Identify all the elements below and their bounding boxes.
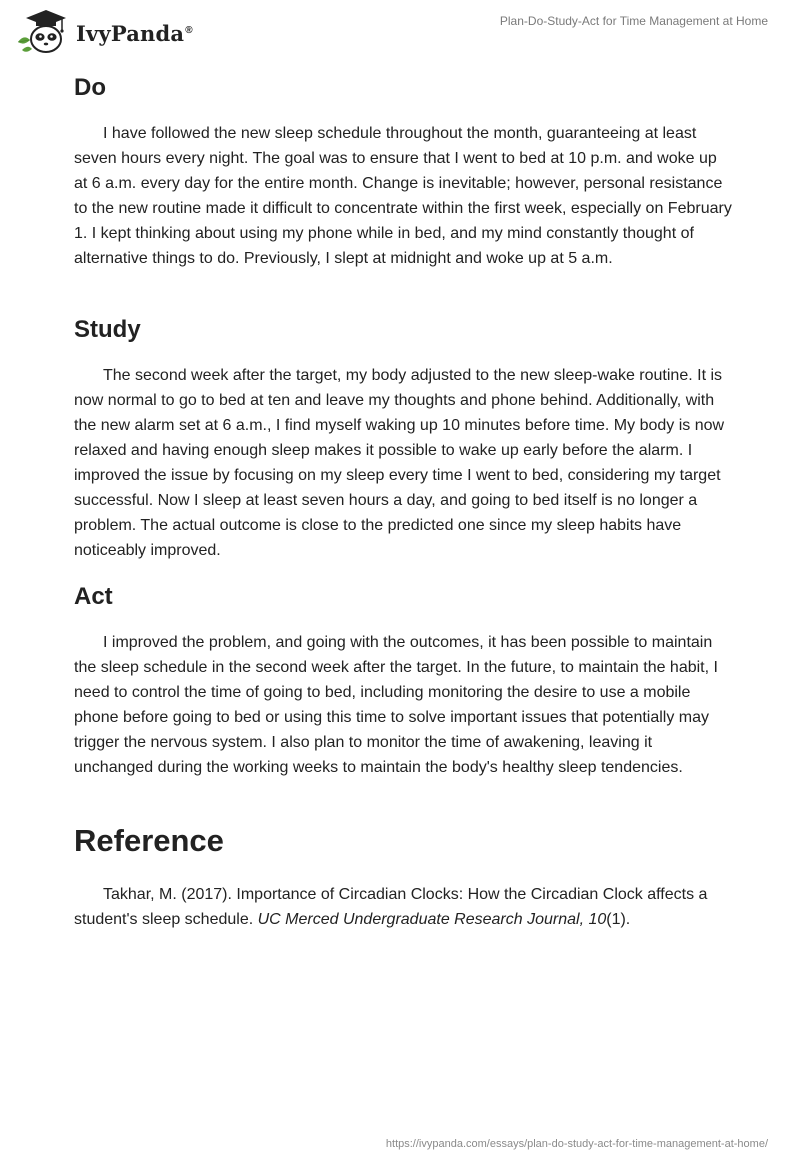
page-header	[0, 0, 800, 64]
citation-tail: (1).	[606, 911, 631, 928]
citation-journal: UC Merced Undergraduate Research Journal, 10	[257, 911, 607, 928]
section-paragraph-do: I have followed the new sleep schedule throughout the month, guaranteeing at least seven hours every night. The goal was to ensure that I went to bed at 10 p.m. and woke up at 6 a.m. every day for the entire month. Change is inevitable; however, personal resistance to the new routine made it difficult to concentrate within the first week, especially on February 1. I kept thinking about using my phone while in bed, and my mind constantly thought of alternative things to do. Previously, I slept at midnight and woke up at 5 a.m.	[74, 125, 732, 267]
source-url[interactable]: https://ivypanda.com/essays/plan-do-study-act-for-time-management-at-home/	[385, 1138, 768, 1150]
section-heading-do: Do	[74, 74, 106, 101]
section-paragraph-study: The second week after the target, my body adjusted to the new sleep-wake routine. It is now normal to go to bed at ten and leave my thoughts and phone behind. Additionally, with the new alarm set at 6 a.m., I find myself waking up 10 minutes before time. My body is now relaxed and having enough sleep makes it possible to wake up early before the alarm. I improved the issue by focusing on my sleep every time I went to bed, considering my target successful. Now I sleep at least seven hours a day, and going to bed itself is no longer a problem. The actual outcome is close to the predicted one since my sleep habits have noticeably improved.	[74, 367, 725, 559]
registered-mark: ®	[185, 24, 193, 36]
section-heading-study: Study	[74, 316, 141, 343]
panda-graduation-cap-icon	[14, 8, 72, 56]
reference-heading: Reference	[74, 823, 224, 858]
brand-name: IvyPanda®	[76, 20, 193, 46]
reference-citation	[74, 882, 734, 932]
document-title: Plan-Do-Study-Act for Time Management at Home	[499, 14, 768, 28]
section-paragraph-act: I improved the problem, and going with the outcomes, it has been possible to maintain the sleep schedule in the second week after the target. In the future, to maintain the habit, I need to control the time of going to bed, including monitoring the desire to use a mobile phone before going to bed or using this time to solve important issues that potentially may trigger the nervous system. I also plan to monitor the time of awakening, leaving it unchanged during the working weeks to maintain the body's healthy sleep tendencies.	[74, 634, 718, 776]
section-heading-act: Act	[74, 583, 113, 610]
citation-lead: Takhar, M. (2017). Importance of Circadian Clocks: How the Circadian Clock affects a student's sleep schedule.	[74, 886, 708, 928]
ivypanda-logo[interactable]	[14, 8, 193, 56]
